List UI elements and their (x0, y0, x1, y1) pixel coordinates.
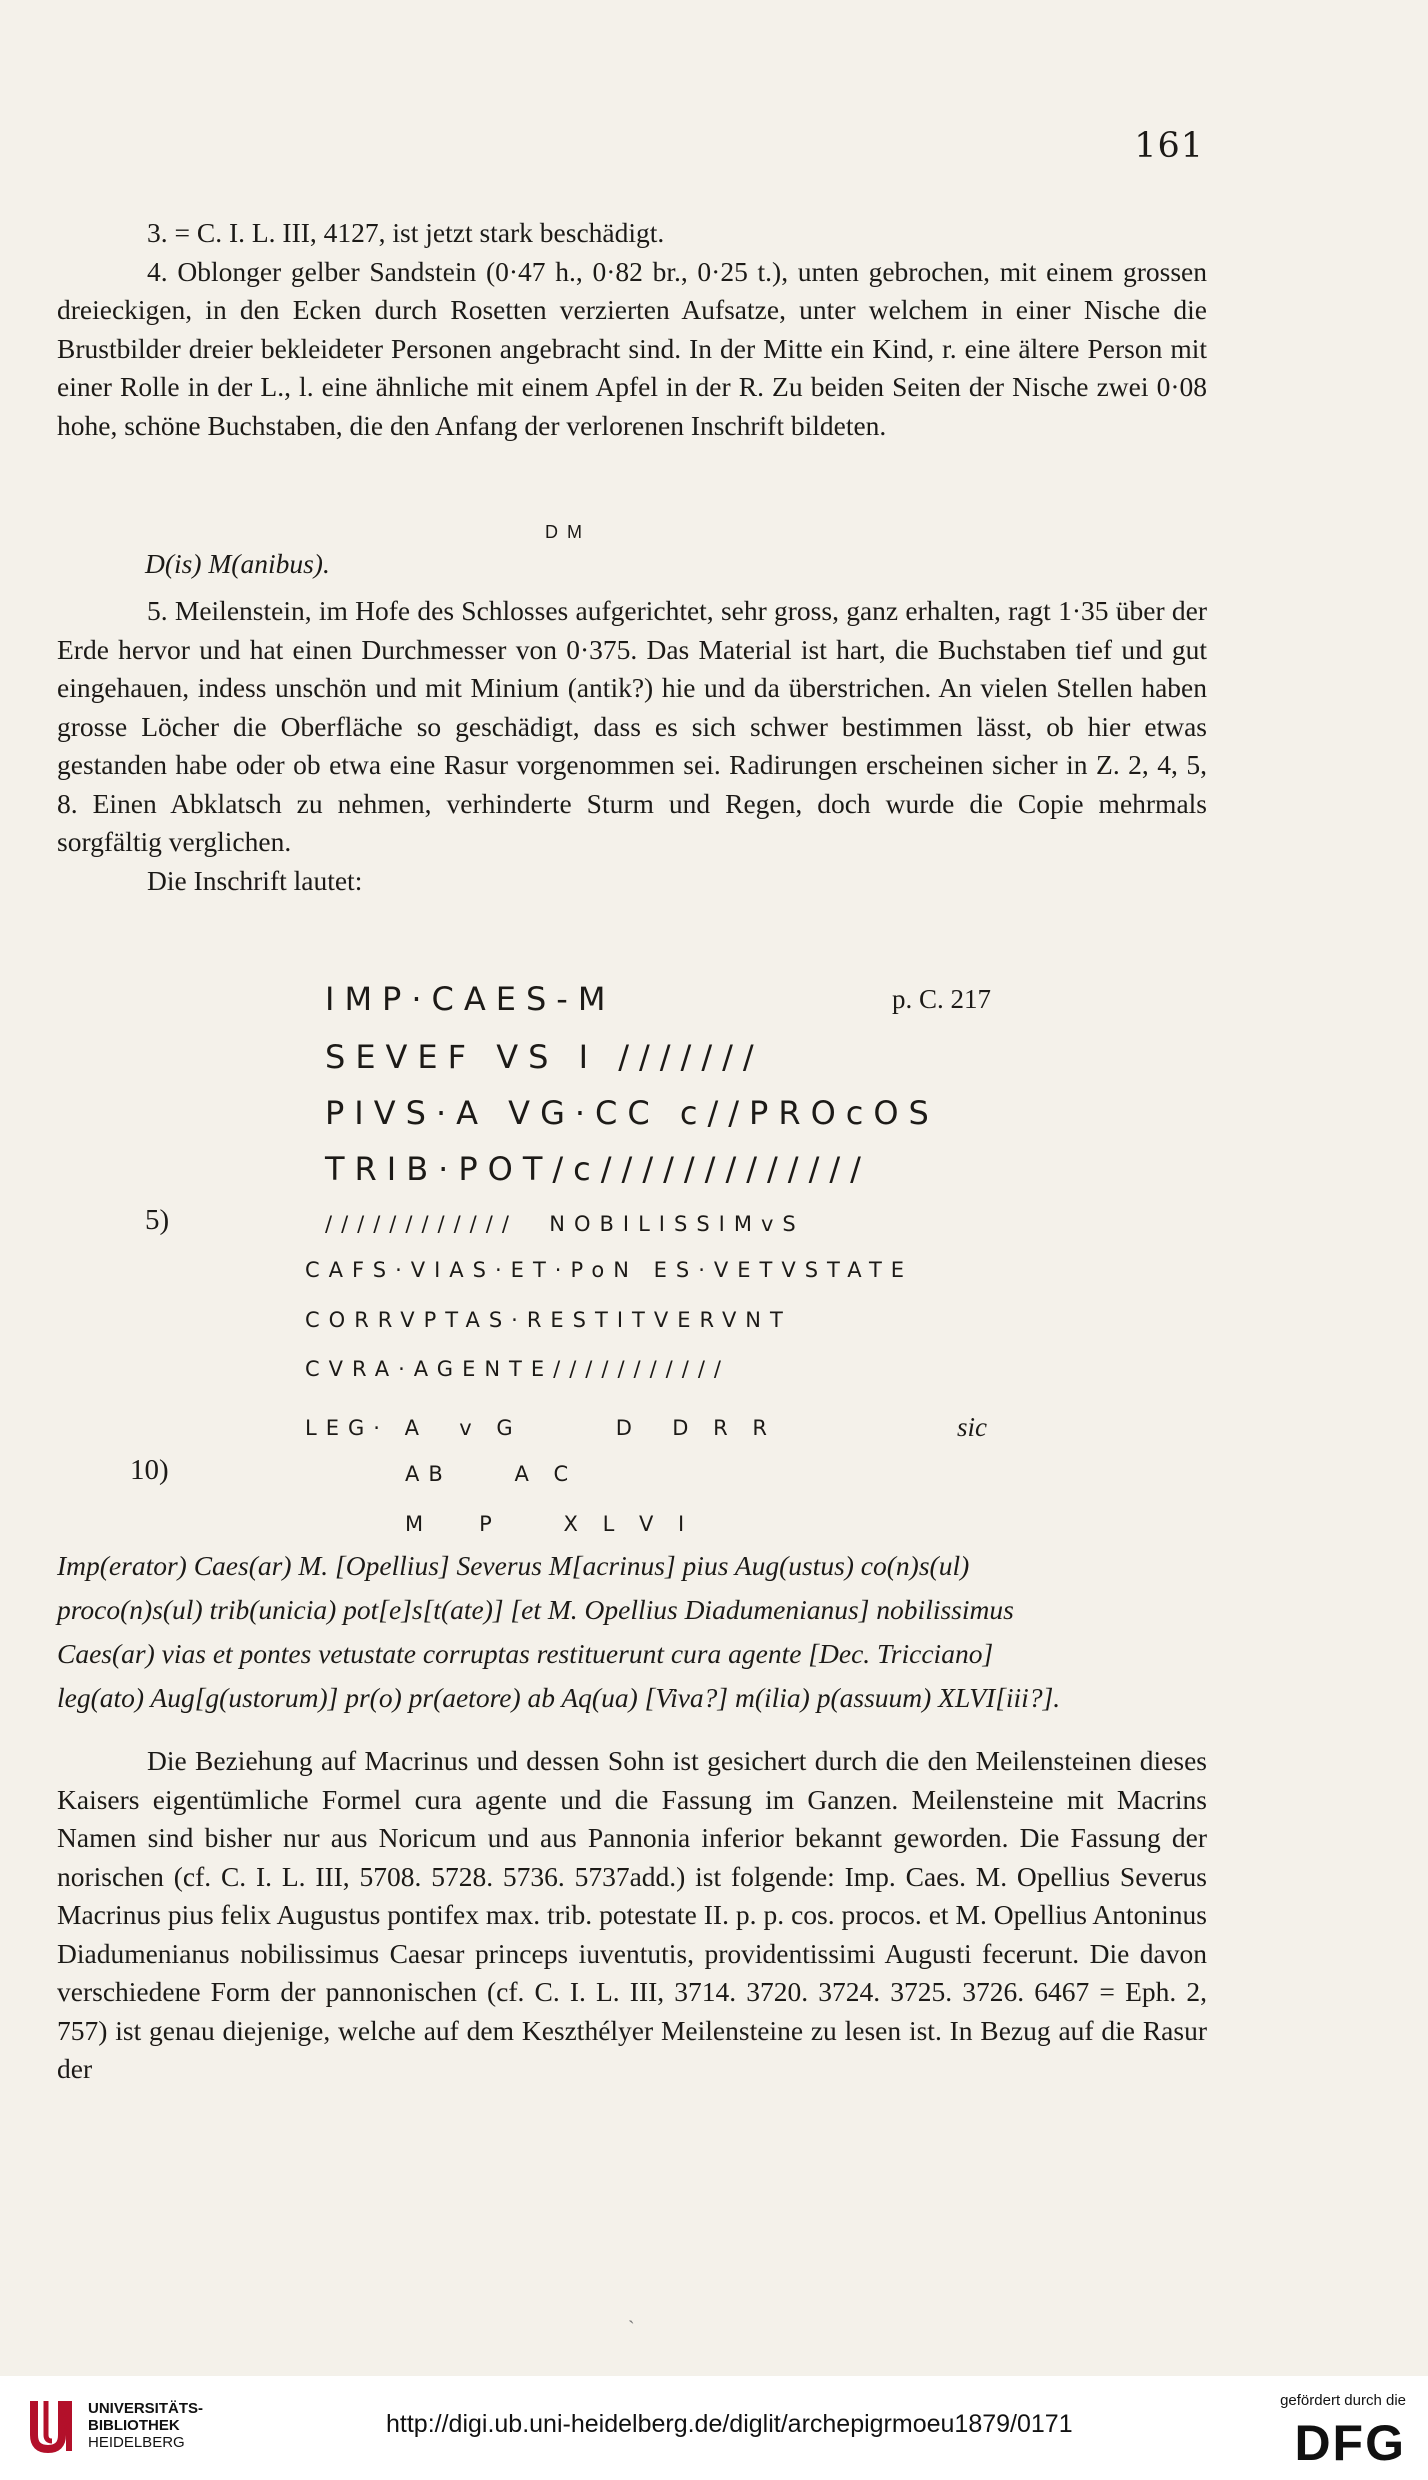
funding-note: gefördert durch die (1280, 2392, 1406, 2409)
ub-heidelberg-logo-icon (22, 2395, 80, 2457)
library-line-2: BIBLIOTHEK (88, 2417, 180, 2434)
inscription-line-2: SEVEF VS I /////// (325, 1038, 764, 1076)
source-url[interactable]: http://digi.ub.uni-heidelberg.de/diglit/archepigrmoeu1879/0171 (386, 2410, 1073, 2438)
inscription-date: p. C. 217 (892, 984, 992, 1014)
library-line-1: UNIVERSITÄTS- (88, 2400, 204, 2417)
inscription-line-1: IMP·CAES-M (325, 980, 616, 1018)
resolution-line-3: Caes(ar) vias et pontes vetustate corruptas restituerunt cura agente [Dec. Tricciano] (57, 1638, 994, 1669)
inscription-siglum: D M (545, 522, 584, 542)
dfg-logo: DFG (1294, 2415, 1406, 2471)
line-number-5: 5) (145, 1204, 170, 1236)
inscription-line-6: CAFS·VIAS·ET·PoN ES·VETVSTATE (305, 1258, 914, 1282)
inscription-intro: Die Inschrift lautet: (147, 864, 363, 896)
inscription-line-11: M P X L V I (405, 1512, 694, 1536)
inscription-line-4: TRIB·POT/c///////////// (325, 1150, 871, 1188)
library-line-3: HEIDELBERG (88, 2434, 185, 2451)
paragraph-3: 3. = C. I. L. III, 4127, ist jetzt stark beschädigt. (147, 217, 665, 248)
library-name (88, 2400, 203, 2451)
paragraph-4: 4. Oblonger gelber Sandstein (0·47 h., 0·82 br., 0·25 t.), unten gebrochen, mit einem grossen dreieckigen, in den Ecken durch Rosetten verzierten Aufsatze, unter welchem in einer Nische die Brustbilder dreier bekleideter Personen angebracht sind. In der Mitte ein Kind, r. eine ältere Person mit einer Rolle in der L., l. eine ähnliche mit einem Apfel in der R. Zu beiden Seiten der Nische zwei 0·08 hohe, schöne Buchstaben, die den Anfang der verlorenen Inschrift bildeten. (57, 255, 1207, 441)
inscription-line-8: CVRA·AGENTE/////////// (305, 1357, 730, 1381)
body-text-bottom (57, 1742, 1207, 2089)
body-text-top (57, 214, 1207, 445)
resolution-line-2: proco(n)s(ul) trib(unicia) pot[e]s[t(ate)] [et M. Opellius Diadumenianus] nobilissimus (57, 1594, 1014, 1625)
inscription-line-7: CORRVPTAS·RESTITVERVNT (305, 1308, 792, 1332)
body-text-middle (57, 592, 1207, 900)
inscription-line-9: LEG· A v G D D R R (305, 1416, 776, 1440)
paragraph-6: Die Beziehung auf Macrinus und dessen Sohn ist gesichert durch die den Meilensteinen dieses Kaisers eigentümliche Formel cura agente und die Fassung im Ganzen. Meilensteine mit Macrins Namen sind bisher nur aus Noricum und aus Pannonia inferior bekannt geworden. Die Fassung der norischen (cf. C. I. L. III, 5708. 5728. 5736. 5737add.) ist folgende: Imp. Caes. M. Opellius Severus Macrinus pius felix Augustus pontifex max. trib. potestate II. p. p. cos. procos. et M. Opellius Antoninus Diadumenianus nobilissimus Caesar princeps iuventutis, providentissimi Augusti fecerunt. Die davon verschiedene Form der pannonischen (cf. C. I. L. III, 3714. 3720. 3724. 3725. 3726. 6467 = Eph. 2, 757) ist genau diejenige, welche auf dem Keszthélyer Meilensteine zu lesen ist. In Bezug auf die Rasur der (57, 1745, 1207, 2084)
inscription-line-10: AB A C (405, 1462, 578, 1486)
resolution-line-1: Imp(erator) Caes(ar) M. [Opellius] Severus M[acrinus] pius Aug(ustus) co(n)s(ul) (57, 1550, 970, 1581)
inscription-line-5: //////////// NOBILISSIMvS (325, 1212, 805, 1236)
inscription-line-3: PIVS·A VG·CC c//PROcOS (325, 1094, 939, 1132)
paragraph-5: 5. Meilenstein, im Hofe des Schlosses aufgerichtet, sehr gross, ganz erhalten, ragt 1·35 über der Erde hervor und hat einen Durchmesser von 0·375. Das Material ist hart, die Buchstaben tief und gut eingehauen, indess unschön und mit Minium (antik?) hie und da überstrichen. An vielen Stellen haben grosse Löcher die Oberfläche so geschädigt, dass es sich schwer bestimmen lässt, ob hier etwas gestanden habe oder ob etwa eine Rasur vorgenommen sei. Radirungen erscheinen sicher in Z. 2, 4, 5, 8. Einen Abklatsch zu nehmen, verhinderte Sturm und Regen, doch wurde die Copie mehrmals sorgfältig verglichen. (57, 595, 1207, 857)
scan-speck: ˏ (628, 2300, 635, 2324)
siglum-resolution: D(is) M(anibus). (145, 548, 330, 579)
sic-annotation: sic (957, 1412, 987, 1442)
line-number-10: 10) (130, 1454, 169, 1486)
page-number: 161 (1134, 126, 1204, 166)
inscription-resolution (57, 1544, 1207, 1720)
resolution-line-4: leg(ato) Aug[g(ustorum)] pr(o) pr(aetore) ab Aq(ua) [Viva?] m(ilia) p(assuum) XLVI[iii?]. (57, 1682, 1061, 1713)
